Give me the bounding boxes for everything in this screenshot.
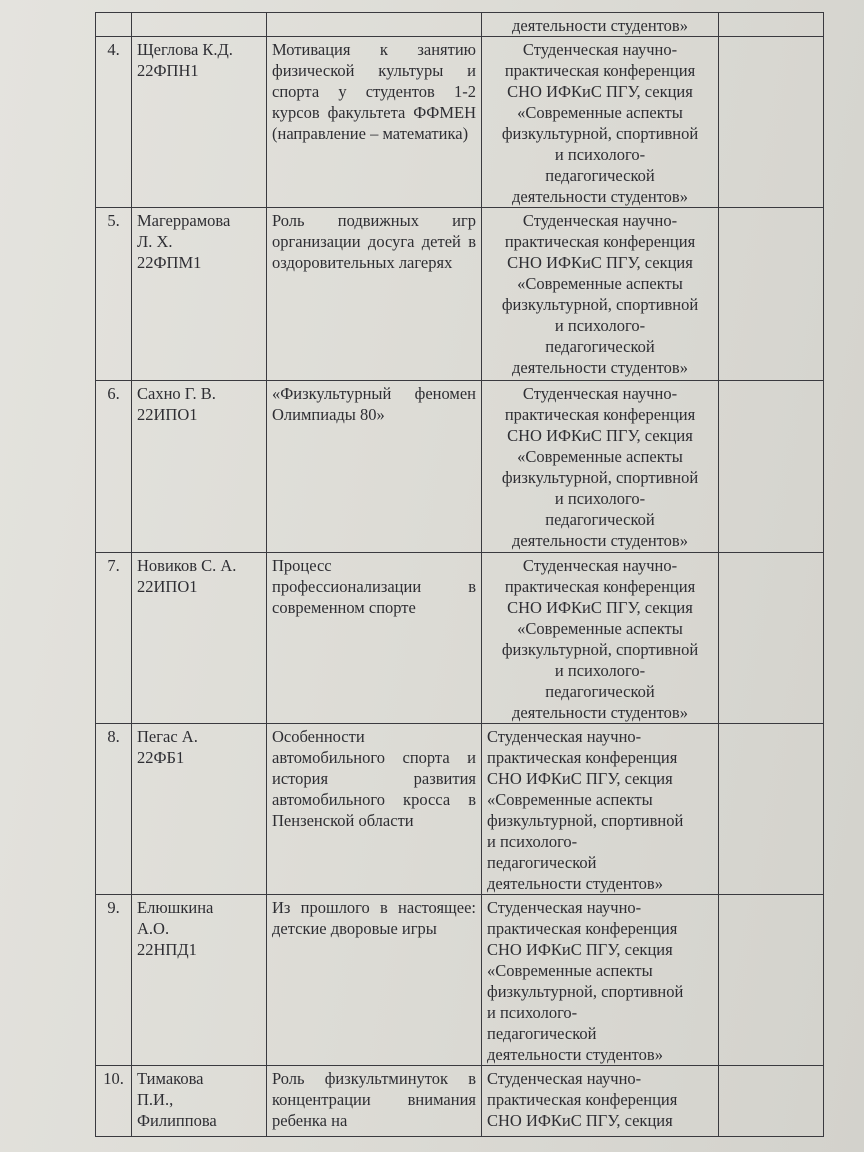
conference-line: СНО ИФКиС ПГУ, секция [487,769,673,788]
conference-cell [482,895,719,1066]
conference-line: практическая конференция [487,1090,678,1109]
conference-line: и психолого- [487,1003,578,1022]
num-cell [96,13,132,37]
student-cell [132,37,267,208]
conference-line: и психолого- [487,832,578,851]
table-row [96,381,824,553]
conference-line: деятельности студентов» [487,1045,663,1064]
topic-cell: Мотивация к занятию физической культуры и спорта у студентов 1-2 курсов факультета ФФМЕН (направление – математика) [267,37,482,208]
conference-line: Студенческая научно- [487,898,642,917]
student-line: Филиппова [137,1111,217,1130]
num-cell: 5. [96,208,132,381]
table-row [96,208,824,381]
conference-line: практическая конференция [504,405,696,424]
conference-line: и психолого- [554,489,646,508]
conference-cell [482,13,719,37]
student-cell [132,724,267,895]
student-line: Тимакова [137,1069,204,1088]
conference-line: педагогической [545,166,655,185]
conference-line: деятельности студентов» [512,187,688,206]
student-line: 22ФПМ1 [137,253,202,272]
topic-cell [267,13,482,37]
table-row [96,37,824,208]
num-cell: 9. [96,895,132,1066]
student-line: А.О. [137,919,170,938]
table-row [96,553,824,724]
conference-cell [482,37,719,208]
conference-line: педагогической [545,510,655,529]
student-cell [132,553,267,724]
student-line: Сахно Г. В. [137,384,216,403]
conference-line: «Современные аспекты [517,103,683,122]
student-line: Магеррамова [137,211,231,230]
conference-line: педагогической [545,337,655,356]
topic-cell: Особенности автомобильного спорта и история развития автомобильного кросса в Пензенской области [267,724,482,895]
student-cell [132,1066,267,1137]
conference-cell [482,724,719,895]
conference-line: деятельности студентов» [487,874,663,893]
num-cell: 10. [96,1066,132,1137]
participants-table [95,12,824,1137]
conference-line: Студенческая научно- [522,40,678,59]
conference-line: практическая конференция [487,748,678,767]
notes-cell [719,208,824,381]
conference-cell [482,553,719,724]
student-line: Елюшкина [137,898,214,917]
conference-line: деятельности студентов» [512,16,688,35]
notes-cell [719,724,824,895]
conference-line: педагогической [545,682,655,701]
num-cell: 7. [96,553,132,724]
student-cell [132,13,267,37]
conference-line: практическая конференция [504,232,696,251]
conference-line: СНО ИФКиС ПГУ, секция [487,1111,673,1130]
conference-line: деятельности студентов» [512,703,688,722]
student-cell [132,381,267,553]
topic-cell: Роль физкультминуток в концентрации внимания ребенка на [267,1066,482,1137]
conference-line: СНО ИФКиС ПГУ, секция [507,253,693,272]
student-line: Пегас А. [137,727,198,746]
student-line: 22НПД1 [137,940,197,959]
conference-line: практическая конференция [504,61,696,80]
conference-line: «Современные аспекты [517,619,683,638]
student-cell [132,208,267,381]
conference-cell [482,381,719,553]
conference-line: СНО ИФКиС ПГУ, секция [507,82,693,101]
notes-cell [719,553,824,724]
conference-cell [482,208,719,381]
table-row [96,724,824,895]
conference-line: и психолого- [554,661,646,680]
student-line: Щеглова К.Д. [137,40,233,59]
conference-line: физкультурной, спортивной [501,640,699,659]
notes-cell [719,37,824,208]
conference-line: «Современные аспекты [487,961,653,980]
conference-line: физкультурной, спортивной [487,811,684,830]
student-line: 22ИПО1 [137,577,198,596]
conference-line: «Современные аспекты [487,790,653,809]
conference-line: «Современные аспекты [517,274,683,293]
conference-line: и психолого- [554,316,646,335]
topic-cell: Процесс профессионализации в современном спорте [267,553,482,724]
conference-line: СНО ИФКиС ПГУ, секция [487,940,673,959]
conference-line: СНО ИФКиС ПГУ, секция [507,598,693,617]
conference-line: практическая конференция [504,577,696,596]
conference-line: Студенческая научно- [522,384,678,403]
conference-line: «Современные аспекты [517,447,683,466]
student-line: Л. Х. [137,232,173,251]
notes-cell [719,13,824,37]
conference-line: Студенческая научно- [522,211,678,230]
notes-cell [719,895,824,1066]
conference-line: педагогической [487,853,597,872]
num-cell: 6. [96,381,132,553]
conference-line: Студенческая научно- [487,1069,642,1088]
conference-line: физкультурной, спортивной [501,295,699,314]
continuation-row [96,13,824,37]
conference-line: физкультурной, спортивной [487,982,684,1001]
conference-line: физкультурной, спортивной [501,468,699,487]
student-line: П.И., [137,1090,174,1109]
topic-cell: «Физкультурный феномен Олимпиады 80» [267,381,482,553]
num-cell: 8. [96,724,132,895]
conference-line: педагогической [487,1024,597,1043]
conference-line: физкультурной, спортивной [501,124,699,143]
notes-cell [719,1066,824,1137]
conference-line: деятельности студентов» [512,358,688,377]
student-line: 22ФБ1 [137,748,185,767]
topic-cell: Из прошлого в настоящее: детские дворовые игры [267,895,482,1066]
notes-cell [719,381,824,553]
conference-line: СНО ИФКиС ПГУ, секция [507,426,693,445]
student-cell [132,895,267,1066]
student-line: 22ФПН1 [137,61,199,80]
conference-cell [482,1066,719,1137]
num-cell: 4. [96,37,132,208]
conference-line: Студенческая научно- [487,727,642,746]
student-line: Новиков С. А. [137,556,237,575]
topic-cell: Роль подвижных игр организации досуга детей в оздоровительных лагерях [267,208,482,381]
conference-line: Студенческая научно- [522,556,678,575]
student-line: 22ИПО1 [137,405,198,424]
conference-line: деятельности студентов» [512,531,688,550]
table-row [96,1066,824,1137]
conference-line: и психолого- [554,145,646,164]
conference-line: практическая конференция [487,919,678,938]
table-row [96,895,824,1066]
